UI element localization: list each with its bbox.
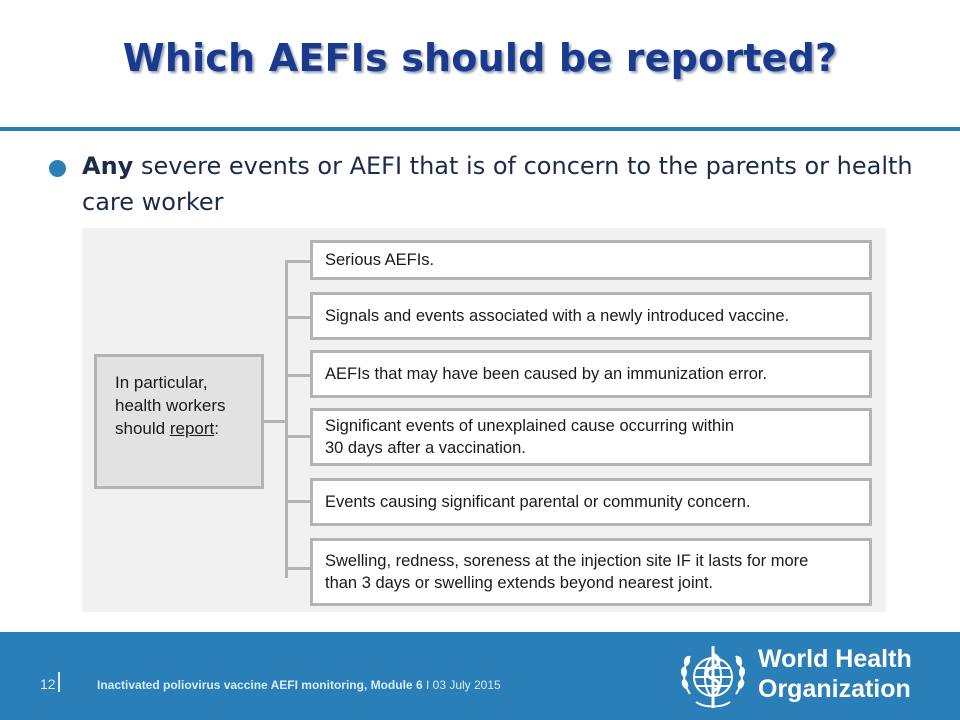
root-line-3-underlined: report: [169, 419, 215, 438]
reporting-diagram: [82, 228, 886, 612]
who-wordmark-line-2: Organization: [758, 675, 911, 703]
slide-number: 12: [40, 676, 56, 692]
who-emblem-icon: [676, 640, 750, 714]
report-item-line: Serious AEFIs.: [325, 251, 435, 269]
who-wordmark-line-1: World Health: [758, 645, 912, 673]
root-line-1: In particular,: [115, 373, 208, 392]
connector-branch: [285, 500, 310, 503]
report-item-5: [310, 478, 872, 526]
footer-caption: [97, 676, 527, 694]
report-item-line: Significant events of unexplained cause occurring within: [325, 417, 735, 435]
report-item-1: [310, 240, 872, 280]
bullet-emphasis: Any: [82, 152, 134, 180]
report-item-4: [310, 408, 872, 466]
who-wordmark: [758, 644, 948, 704]
report-item-line: Signals and events associated with a newly introduced vaccine.: [325, 307, 790, 325]
report-item-2: [310, 292, 872, 340]
connector-branch: [285, 435, 310, 438]
root-line-3-prefix: should: [115, 419, 170, 438]
bullet-icon: [49, 160, 66, 177]
diagram-root-box: [94, 354, 264, 489]
root-line-2: health workers: [115, 396, 226, 415]
report-item-line: than 3 days or swelling extends beyond nearest joint.: [325, 574, 713, 592]
bullet-text: [82, 148, 932, 220]
footer-module: Inactivated poliovirus vaccine AEFI monitoring, Module 6: [97, 678, 423, 692]
slide-footer: [0, 632, 960, 720]
connector-branch: [285, 260, 310, 263]
report-item-line: Events causing significant parental or community concern.: [325, 493, 751, 511]
report-item-line: AEFIs that may have been caused by an immunization error.: [325, 365, 768, 383]
connector-branch: [285, 567, 310, 570]
bullet-body: severe events or AEFI that is of concern to the parents or health care worker: [82, 152, 913, 216]
root-line-3: [115, 417, 261, 440]
connector-branch: [285, 374, 310, 377]
slide-title: Which AEFIs should be reported?: [122, 36, 838, 80]
report-item-line: 30 days after a vaccination.: [325, 439, 526, 457]
report-item-3: [310, 350, 872, 398]
root-line-3-suffix: :: [214, 419, 219, 438]
connector-branch: [285, 316, 310, 319]
footer-separator: I: [425, 678, 430, 692]
slide-number-divider: [58, 672, 60, 692]
report-item-6: [310, 538, 872, 606]
report-item-line: Swelling, redness, soreness at the injection site IF it lasts for more: [325, 552, 809, 570]
title-divider: [0, 127, 960, 131]
connector-trunk: [285, 260, 288, 578]
footer-date: 03 July 2015: [432, 678, 501, 692]
